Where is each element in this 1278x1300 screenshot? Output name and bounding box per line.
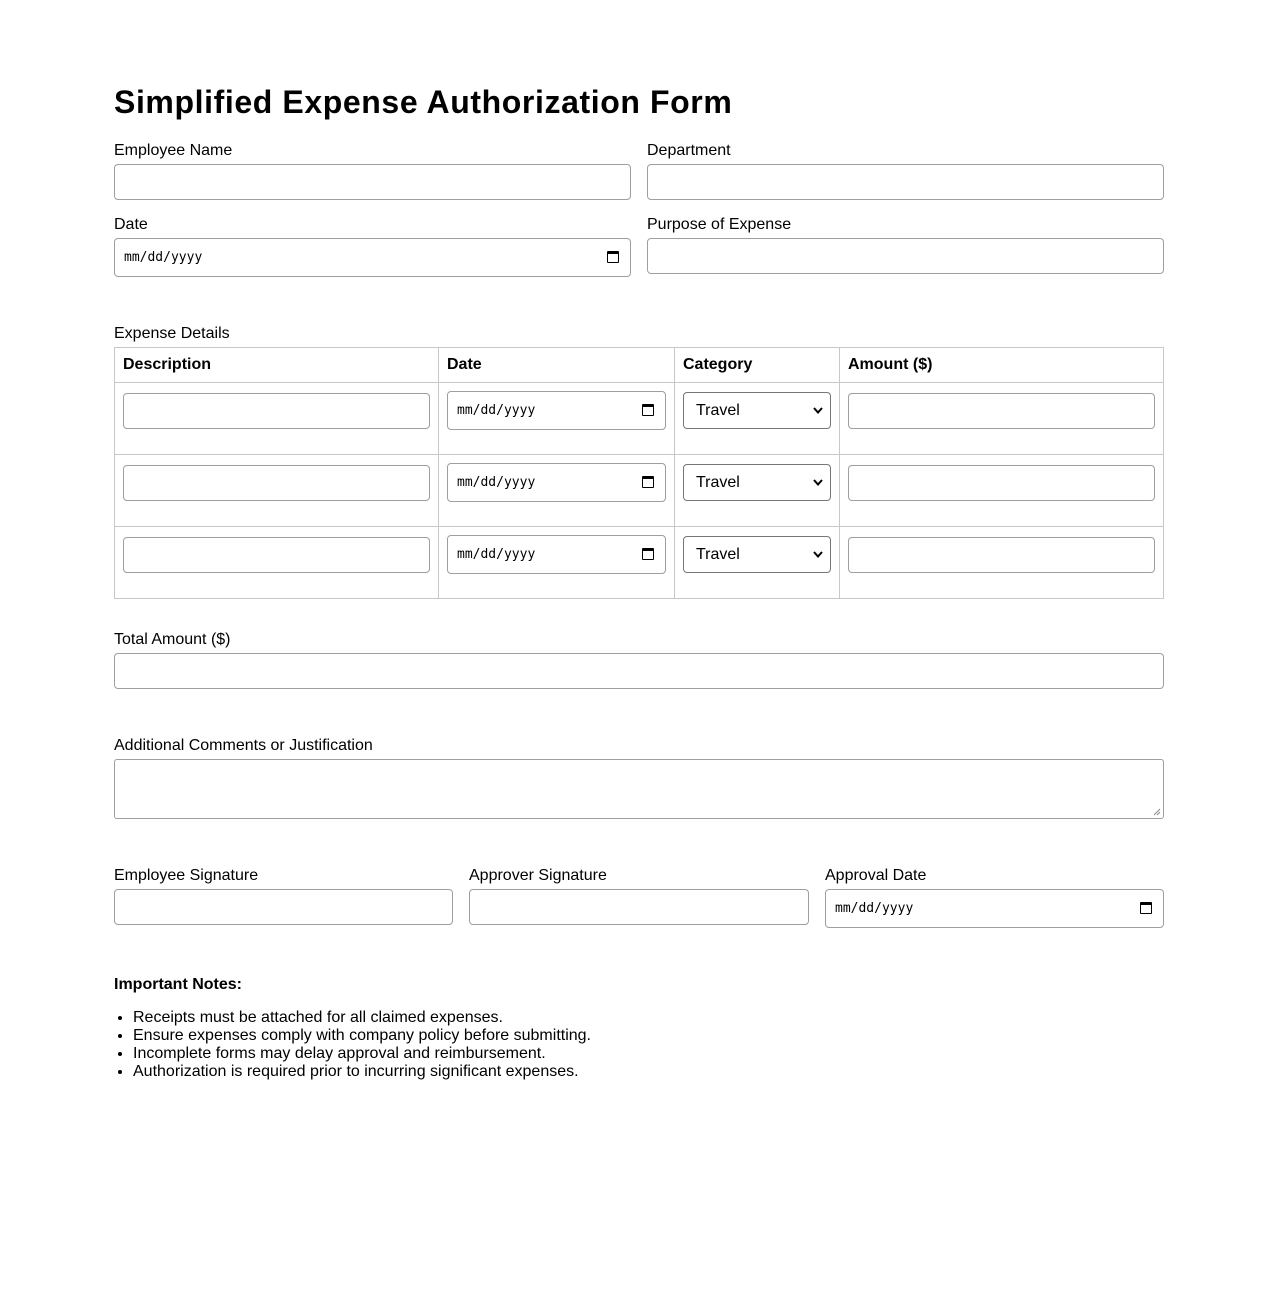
date-placeholder: mm/dd/yyyy xyxy=(457,403,536,418)
column-divider xyxy=(438,348,439,598)
chevron-down-icon xyxy=(812,406,824,415)
calendar-icon[interactable] xyxy=(642,548,654,560)
row-divider xyxy=(115,454,1163,455)
comments-textarea[interactable] xyxy=(114,759,1164,819)
employee-name-input[interactable] xyxy=(114,164,631,200)
description-input[interactable] xyxy=(123,465,430,501)
total-amount-input[interactable] xyxy=(114,653,1164,689)
resize-grip-icon[interactable] xyxy=(1153,808,1161,816)
list-item: • Authorization is required prior to incurring significant expenses. xyxy=(133,1063,591,1081)
date-placeholder: mm/dd/yyyy xyxy=(457,547,536,562)
expense-date-input[interactable] xyxy=(447,391,666,430)
calendar-icon[interactable] xyxy=(642,404,654,416)
approval-date-label: Approval Date xyxy=(825,867,927,884)
amount-input[interactable] xyxy=(848,393,1155,429)
description-input[interactable] xyxy=(123,393,430,429)
list-item: • Incomplete forms may delay approval and reimbursement. xyxy=(133,1045,591,1063)
chevron-down-icon xyxy=(812,550,824,559)
purpose-label: Purpose of Expense xyxy=(647,216,792,233)
approver-signature-input[interactable] xyxy=(469,889,809,925)
date-placeholder: mm/dd/yyyy xyxy=(835,901,914,916)
calendar-icon[interactable] xyxy=(642,476,654,488)
category-selected-value: Travel xyxy=(696,402,740,419)
employee-signature-label: Employee Signature xyxy=(114,867,259,884)
expense-details-label: Expense Details xyxy=(114,325,230,342)
calendar-icon[interactable] xyxy=(1140,902,1152,914)
amount-input[interactable] xyxy=(848,465,1155,501)
row-divider xyxy=(115,382,1163,383)
category-selected-value: Travel xyxy=(696,546,740,563)
column-header-amount: Amount ($) xyxy=(848,356,933,373)
date-placeholder: mm/dd/yyyy xyxy=(457,475,536,490)
column-divider xyxy=(839,348,840,598)
employee-name-label: Employee Name xyxy=(114,142,233,159)
purpose-input[interactable] xyxy=(647,238,1164,274)
column-header-category: Category xyxy=(683,356,753,373)
row-divider xyxy=(115,526,1163,527)
department-label: Department xyxy=(647,142,731,159)
date-placeholder: mm/dd/yyyy xyxy=(124,250,203,265)
page-title: Simplified Expense Authorization Form xyxy=(114,84,733,120)
column-header-date: Date xyxy=(447,356,482,373)
total-amount-label: Total Amount ($) xyxy=(114,631,231,648)
list-item: • Ensure expenses comply with company policy before submitting. xyxy=(133,1027,591,1045)
department-input[interactable] xyxy=(647,164,1164,200)
date-input[interactable] xyxy=(114,238,631,277)
description-input[interactable] xyxy=(123,537,430,573)
category-selected-value: Travel xyxy=(696,474,740,491)
expense-date-input[interactable] xyxy=(447,535,666,574)
column-header-description: Description xyxy=(123,356,212,373)
amount-input[interactable] xyxy=(848,537,1155,573)
category-select[interactable] xyxy=(683,536,831,573)
expense-table xyxy=(114,347,1164,599)
date-label: Date xyxy=(114,216,148,233)
employee-signature-input[interactable] xyxy=(114,889,453,925)
chevron-down-icon xyxy=(812,478,824,487)
calendar-icon[interactable] xyxy=(607,251,619,263)
column-divider xyxy=(674,348,675,598)
comments-label: Additional Comments or Justification xyxy=(114,737,373,754)
notes-list xyxy=(114,1009,591,1081)
approver-signature-label: Approver Signature xyxy=(469,867,607,884)
category-select[interactable] xyxy=(683,464,831,501)
category-select[interactable] xyxy=(683,392,831,429)
approval-date-input[interactable] xyxy=(825,889,1164,928)
notes-title: Important Notes: xyxy=(114,976,242,993)
list-item: • Receipts must be attached for all claimed expenses. xyxy=(133,1009,591,1027)
expense-date-input[interactable] xyxy=(447,463,666,502)
